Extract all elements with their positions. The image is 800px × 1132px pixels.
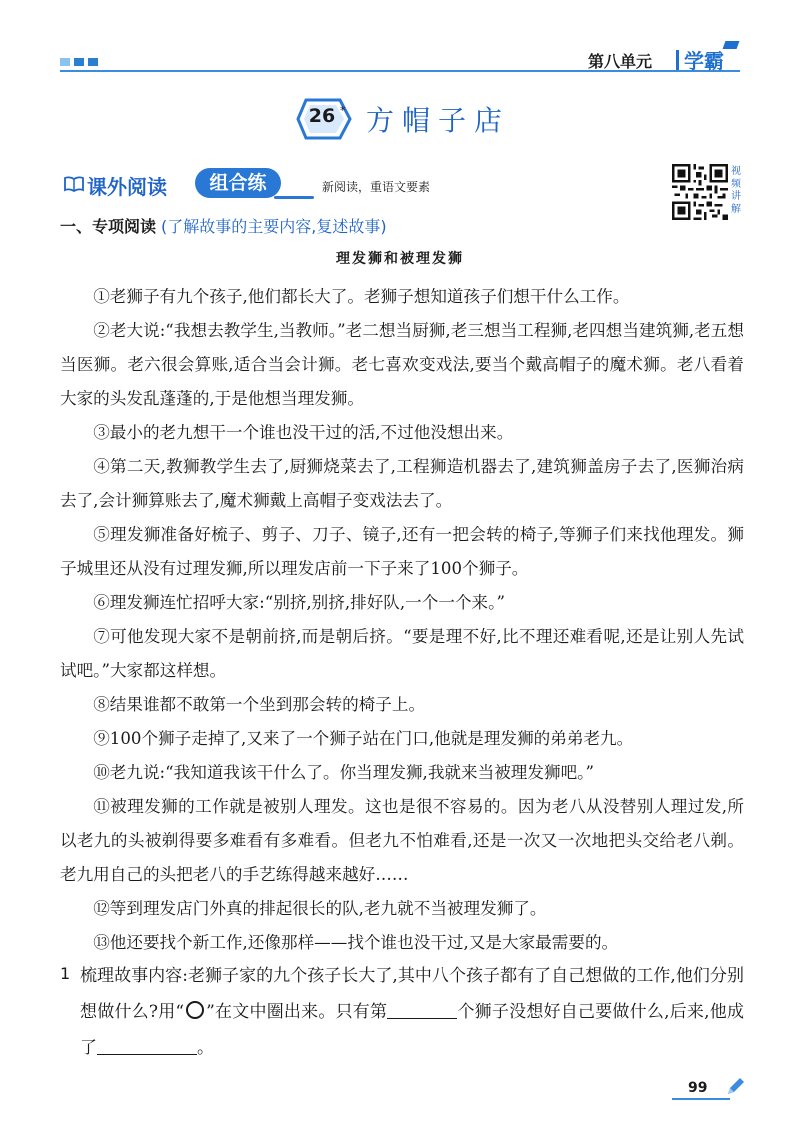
- story-paragraph: ⑤理发狮准备好梳子、剪子、刀子、镜子,还有一把会转的椅子,等狮子们来找他理发。狮子城里还从没有过理发狮,所以理发店前一下子来了100个狮子。: [60, 525, 744, 578]
- brand-logo: 学霸: [684, 49, 724, 73]
- section-title: 课外阅读: [87, 175, 167, 199]
- qr-label: 视频讲解: [731, 166, 741, 215]
- open-book-icon: [64, 176, 84, 192]
- lesson-title: 方帽子店: [366, 104, 511, 137]
- story-paragraph: ⑬他还要找个新工作,还像那样——找个谁也没干过,又是大家最需要的。: [93, 933, 619, 952]
- question-text-part: ”在文中圈出来。只有第: [206, 1002, 388, 1022]
- lesson-number: 26: [308, 105, 336, 127]
- story-paragraph: ⑥理发狮连忙招呼大家:“别挤,别挤,排好队,一个一个来。”: [93, 593, 505, 612]
- question-text-part: 个狮子没想好自己要做什么,后来,他成了: [80, 1002, 744, 1058]
- circle-icon: [186, 1001, 204, 1019]
- part-title: 一、专项阅读: [60, 217, 157, 236]
- question-text-part: 梳理故事内容:老狮子家的九个孩子长大了,其中八个孩子都有了自己想做的工作,他们分别想做什么?用“: [80, 966, 744, 1022]
- header-decoration: [60, 58, 98, 66]
- question-text: [80, 958, 744, 1066]
- story-paragraph: ④第二天,教狮教学生去了,厨狮烧菜去了,工程狮造机器去了,建筑狮盖房子去了,医狮治病去了,会计狮算账去了,魔术狮戴上高帽子变戏法去了。: [60, 457, 744, 510]
- story-body: [60, 280, 744, 960]
- qr-code-icon[interactable]: [672, 164, 728, 220]
- graduation-cap-icon: [723, 41, 740, 49]
- story-paragraph: ⑪被理发狮的工作就是被别人理发。这也是很不容易的。因为老八从没替别人理过发,所以老九的头被剃得要多难看有多难看。但老九不怕难看,还是一次又一次地把头交给老八剃。老九用自己的头把老八的手艺练得越来越好……: [60, 797, 744, 884]
- question-text-part: 。: [197, 1038, 214, 1058]
- answer-blank-number[interactable]: [387, 1001, 457, 1019]
- page-number: 99: [688, 1080, 708, 1096]
- question-number: 1: [60, 964, 71, 983]
- answer-blank-job[interactable]: [97, 1037, 197, 1055]
- story-paragraph: ②老大说:“我想去教学生,当教师。”老二想当厨狮,老三想当工程狮,老四想当建筑狮,老五想当医狮。老六很会算账,适合当会计狮。老七喜欢变戏法,要当个戴高帽子的魔术狮。老八看着大家的头发乱蓬蓬的,于是他想当理发狮。: [60, 321, 745, 408]
- story-paragraph: ⑨100个狮子走掉了,又来了一个狮子站在门口,他就是理发狮的弟弟老九。: [93, 729, 634, 748]
- story-paragraph: ⑫等到理发店门外真的排起很长的队,老九就不当被理发狮了。: [93, 899, 547, 918]
- story-paragraph: ⑩老九说:“我知道我该干什么了。你当理发狮,我就来当被理发狮吧。”: [93, 763, 594, 782]
- story-title: 理发狮和被理发狮: [336, 251, 464, 267]
- unit-label: 第八单元: [588, 52, 653, 71]
- story-paragraph: ①老狮子有九个孩子,他们都长大了。老狮子想知道孩子们想干什么工作。: [93, 287, 630, 306]
- section-pill: 组合练: [195, 168, 281, 198]
- section-subtitle: 新阅读，重语文要素: [322, 180, 431, 194]
- story-paragraph: ③最小的老九想干一个谁也没干过的活,不过他没想出来。: [93, 423, 514, 442]
- brand-divider: [676, 50, 679, 70]
- pencil-icon: [724, 1076, 746, 1098]
- story-paragraph: ⑧结果谁都不敢第一个坐到那会转的椅子上。: [93, 695, 426, 714]
- story-paragraph: ⑦可他发现大家不是朝前挤,而是朝后挤。“要是理不好,比不理还难看呢,还是让别人先试试吧。”大家都这样想。: [60, 627, 744, 680]
- lesson-star-mark: *: [340, 104, 346, 117]
- part-hint: (了解故事的主要内容,复述故事): [161, 217, 387, 236]
- section-pill-underline: [274, 196, 314, 199]
- footer-rule: [672, 1098, 730, 1100]
